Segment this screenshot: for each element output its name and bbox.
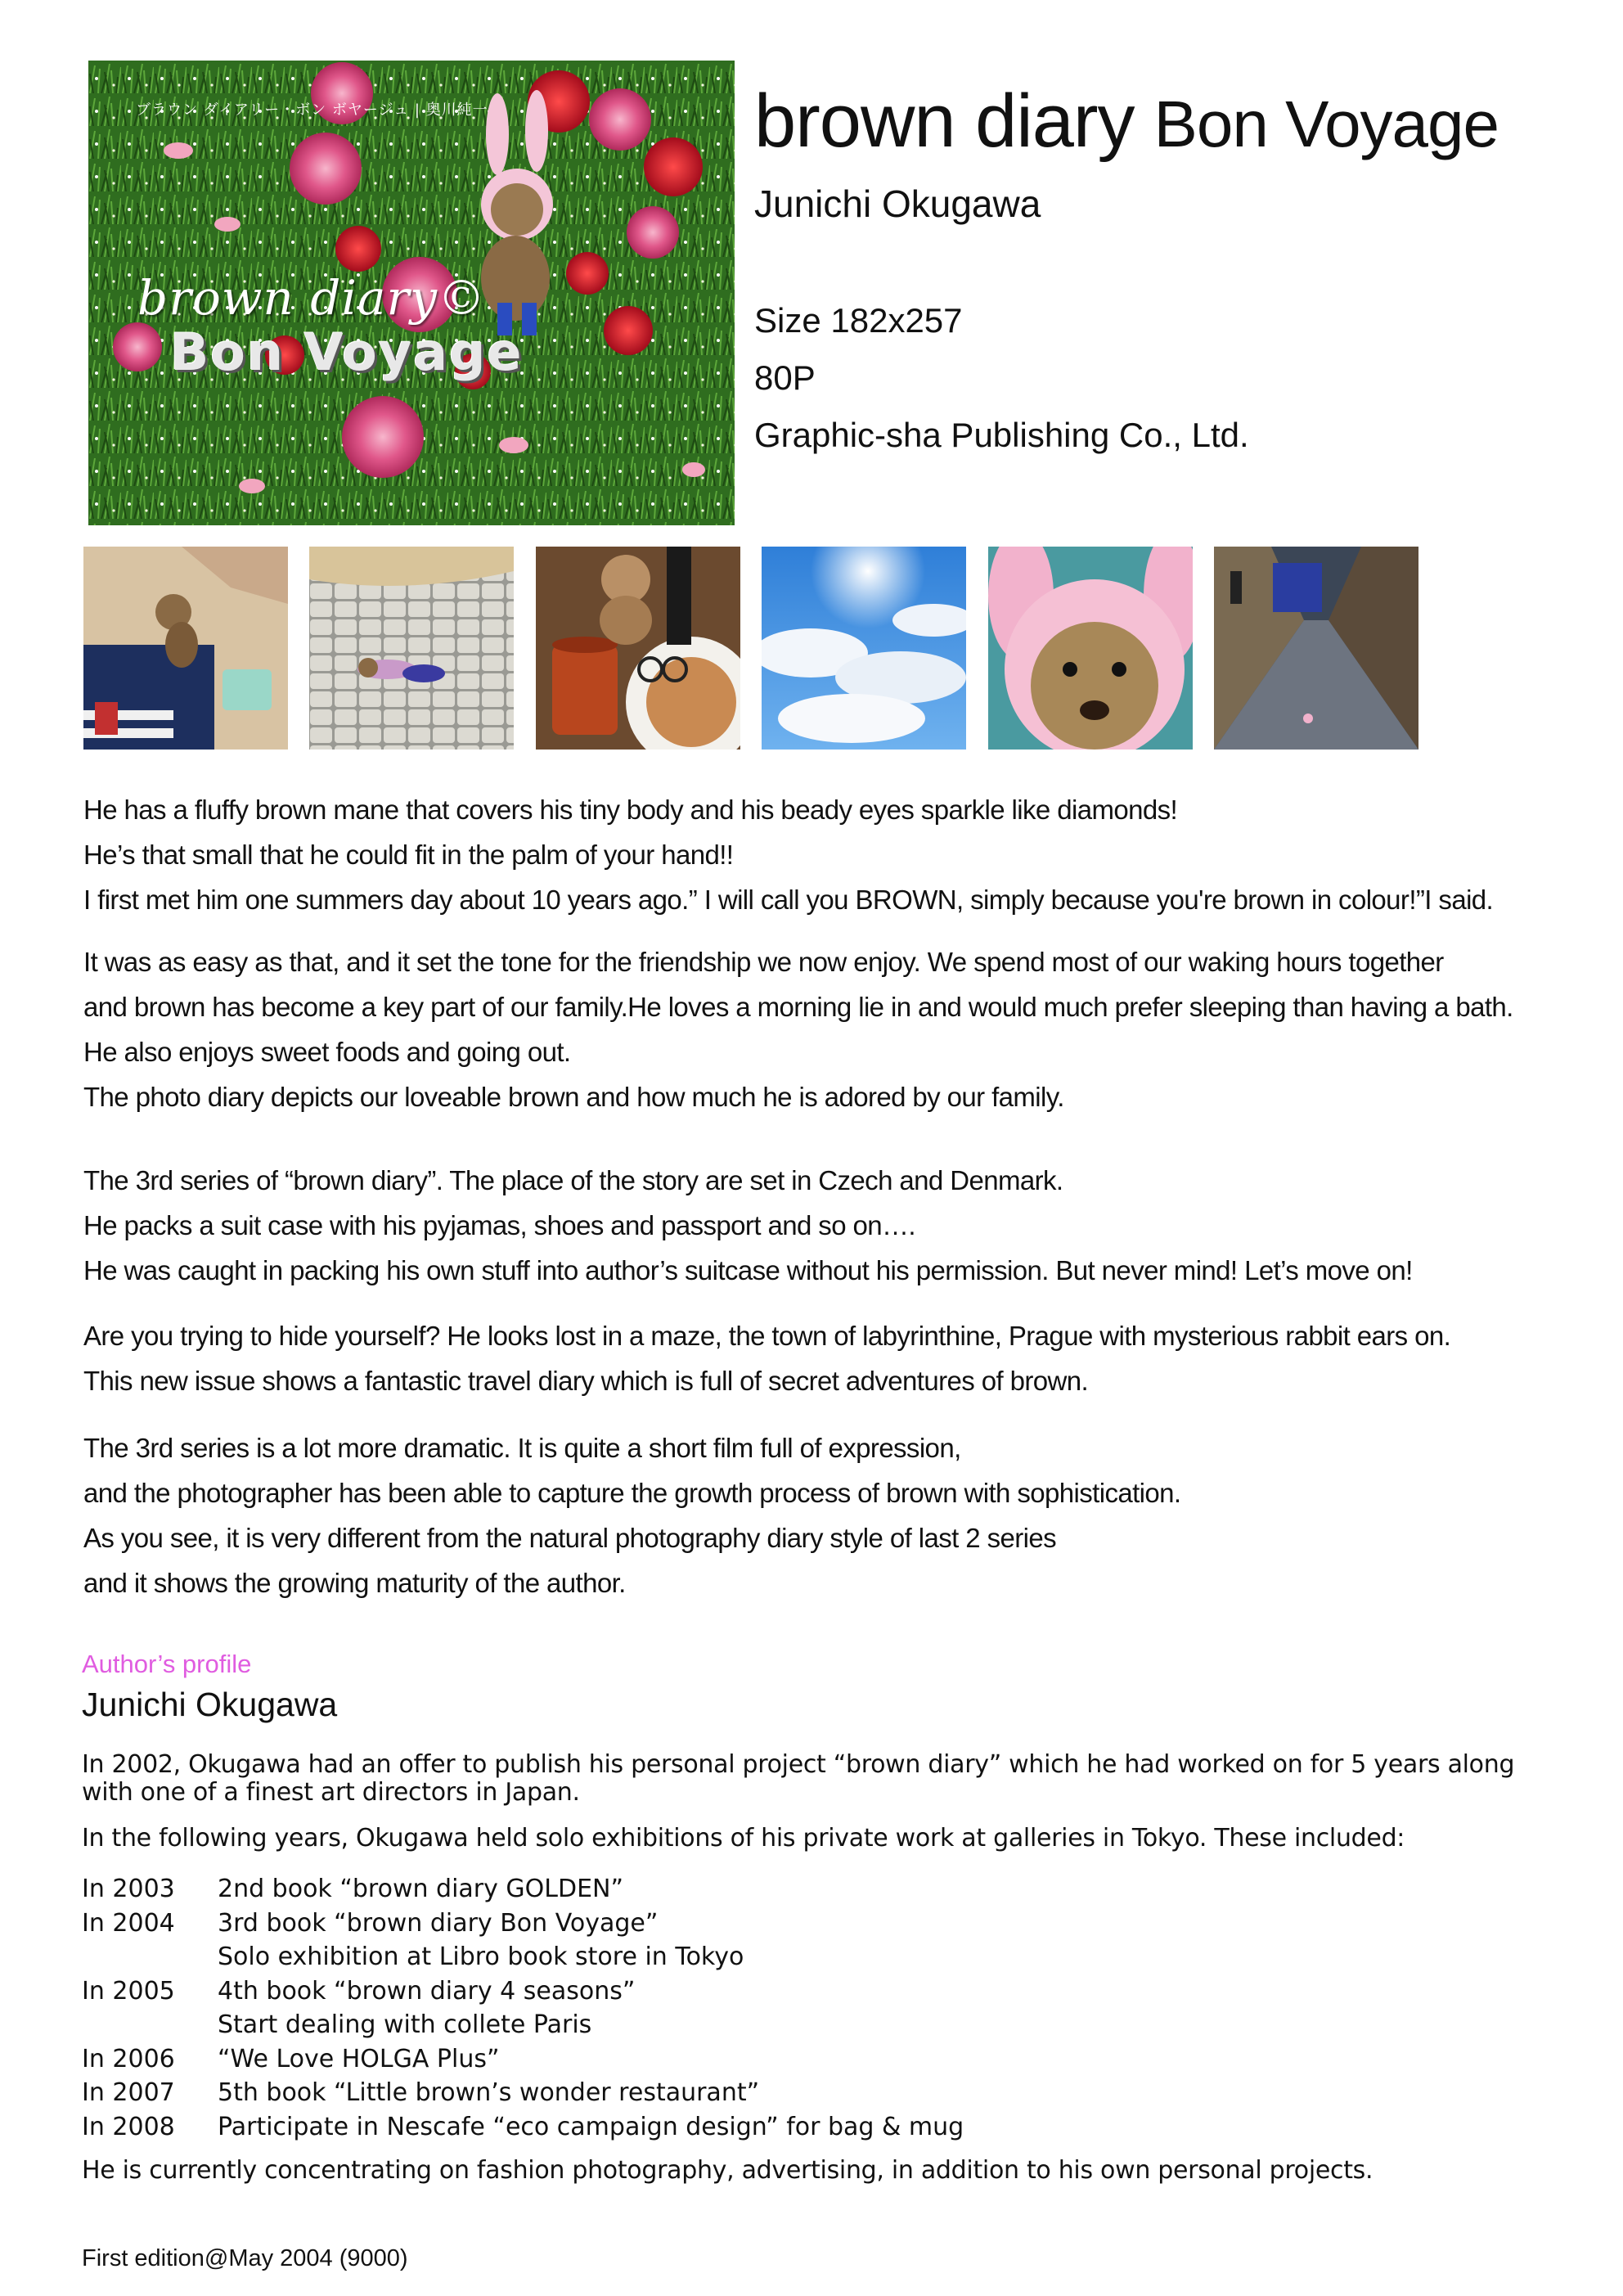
bear-rabbit-ears-photo (988, 547, 1193, 750)
timeline-year (82, 2008, 218, 2042)
bear-with-bag-photo (83, 547, 288, 750)
timeline-text: 2nd book “brown diary GOLDEN” (218, 1875, 624, 1903)
description-paragraph-4 (83, 1313, 1450, 1403)
timeline-text: 3rd book “brown diary Bon Voyage” (218, 1908, 659, 1938)
text-line: and brown has become a key part of our family.He loves a morning lie in and would much prefer sleeping than having a bath. (83, 992, 1513, 1022)
timeline-text: 5th book “Little brown’s wonder restaurant” (218, 2078, 760, 2107)
text-line: He’s that small that he could fit in the palm of your hand!! (83, 840, 734, 870)
edition-note: First edition@May 2004 (9000) (82, 2245, 408, 2271)
text-line: I first met him one summers day about 10 years ago.” I will call you BROWN, simply because you're brown in colour!”I said. (83, 885, 1494, 915)
book-cover-image (88, 61, 735, 525)
timeline-row (82, 1872, 964, 1907)
profile-intro (82, 1751, 1514, 1807)
page-count: 80P (754, 358, 816, 397)
book-title-part-a: brown diary (754, 79, 1135, 163)
profile-author-name: Junichi Okugawa (82, 1686, 338, 1723)
profile-timeline (82, 1872, 964, 2144)
profile-current-work: He is currently concentrating on fashion photography, advertising, in addition to his own personal projects. (82, 2156, 1373, 2185)
cover-script-title: brown diary© (137, 270, 486, 326)
text-line: He was caught in packing his own stuff into author’s suitcase without his permission. But never mind! Let’s move on! (83, 1255, 1413, 1285)
text-line: He packs a suit case with his pyjamas, shoes and passport and so on…. (83, 1210, 915, 1240)
cover-japanese-title: ブラウン ダイアリー・ボン ボヤージュ | 奥川純一 (136, 101, 488, 119)
bear-on-cobblestones-photo (309, 547, 514, 750)
timeline-year: In 2006 (82, 2044, 175, 2073)
text-line: It was as easy as that, and it set the tone for the friendship we now enjoy. We spend most of our waking hours together (83, 947, 1444, 977)
timeline-year: In 2007 (82, 2078, 175, 2107)
text-line: and the photographer has been able to capture the growth process of brown with sophistication. (83, 1478, 1181, 1508)
timeline-year (82, 1940, 218, 1974)
cover-main-title: Bon Voyage (170, 322, 524, 382)
street-alley-photo (1214, 547, 1418, 750)
book-title-part-b: Bon Voyage (1153, 88, 1499, 160)
timeline-year: In 2005 (82, 1976, 175, 2006)
publisher: Graphic-sha Publishing Co., Ltd. (754, 416, 1249, 454)
timeline-row (82, 1907, 964, 1941)
timeline-year: In 2008 (82, 2112, 175, 2141)
text-line: This new issue shows a fantastic travel diary which is full of secret adventures of brown. (83, 1366, 1089, 1396)
text-line: and it shows the growing maturity of the author. (83, 1568, 626, 1598)
text-line: The 3rd series is a lot more dramatic. It is quite a short film full of expression, (83, 1433, 961, 1463)
text-line: Are you trying to hide yourself? He looks lost in a maze, the town of labyrinthine, Prague with mysterious rabbit ears on. (83, 1321, 1451, 1351)
timeline-row (82, 1940, 964, 1974)
profile-exhibitions: In the following years, Okugawa held solo exhibitions of his private work at galleries in Tokyo. These included: (82, 1824, 1405, 1853)
sky-clouds-photo (762, 547, 966, 750)
timeline-text: 4th book “brown diary 4 seasons” (218, 1976, 636, 2006)
text-line: In 2002, Okugawa had an offer to publish his personal project “brown diary” which he had worked on for 5 years along (82, 1750, 1515, 1779)
description-paragraph-2 (83, 939, 1513, 1119)
bear-at-table-photo (536, 547, 740, 750)
timeline-text: Participate in Nescafe “eco campaign design” for bag & mug (218, 2112, 964, 2141)
text-line: He also enjoys sweet foods and going out. (83, 1037, 571, 1067)
timeline-row (82, 1974, 964, 2009)
timeline-row (82, 2110, 964, 2145)
timeline-text: Solo exhibition at Libro book store in Tokyo (218, 1943, 744, 1971)
description-paragraph-3 (83, 1158, 1413, 1293)
text-line: The photo diary depicts our loveable brown and how much he is adored by our family. (83, 1082, 1064, 1112)
profile-label: Author’s profile (82, 1650, 252, 1678)
text-line: with one of a finest art directors in Japan. (82, 1778, 580, 1807)
book-size: Size 182x257 (754, 301, 963, 340)
timeline-row (82, 2042, 964, 2077)
author-name: Junichi Okugawa (754, 182, 1041, 225)
timeline-text: Start dealing with collete Paris (218, 2010, 592, 2039)
book-title (754, 79, 1499, 164)
timeline-row (82, 2008, 964, 2042)
timeline-text: “We Love HOLGA Plus” (218, 2044, 500, 2073)
text-line: As you see, it is very different from the natural photography diary style of last 2 series (83, 1523, 1056, 1553)
description-paragraph-5 (83, 1425, 1181, 1605)
timeline-year: In 2004 (82, 1908, 175, 1938)
description-paragraph-1 (83, 787, 1493, 922)
text-line: He has a fluffy brown mane that covers his tiny body and his beady eyes sparkle like diamonds! (83, 795, 1178, 825)
timeline-year: In 2003 (82, 1875, 175, 1903)
timeline-row (82, 2076, 964, 2110)
text-line: The 3rd series of “brown diary”. The place of the story are set in Czech and Denmark. (83, 1165, 1063, 1195)
